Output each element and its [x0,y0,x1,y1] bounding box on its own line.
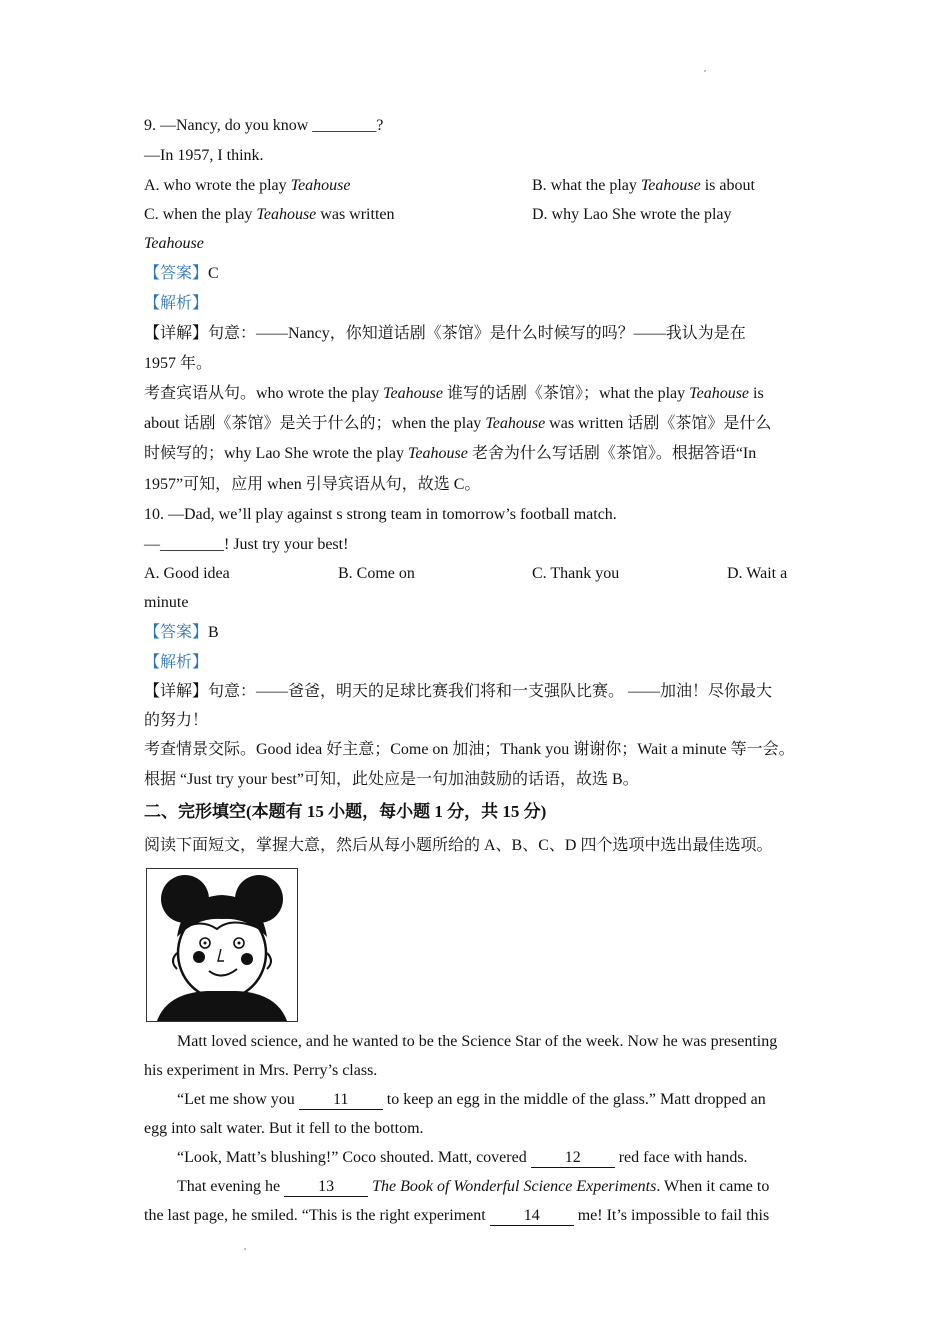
q9-option-d-wrap: Teahouse [144,235,204,252]
scan-speck [244,1248,246,1250]
blank-13: 13 [284,1178,368,1197]
passage-p4-line-2: the last page, he smiled. “This is the right experiment 14 me! It’s impossible to fail this [144,1207,770,1224]
q9-option-c: C. when the play Teahouse was written [144,206,395,223]
q9-analysis-tag: 【解析】 [144,295,209,312]
q9-stem: 9. —Nancy, do you know ________? [144,117,384,134]
q9-answer: 【答案】C [144,265,219,282]
q9-detail-line-2: 1957 年。 [144,355,213,372]
q9-reply: —In 1957, I think. [144,147,264,164]
q9-explanation-line-4: 1957”可知，应用 when 引导宾语从句，故选 C。 [144,476,481,493]
q10-reply: —________! Just try your best! [144,536,349,553]
section-instruction: 阅读下面短文，掌握大意，然后从每小题所给的 A、B、C、D 四个选项中选出最佳选项。 [144,837,773,854]
q10-option-a: A. Good idea [144,565,230,582]
passage-p2-line-1: “Let me show you 11 to keep an egg in the middle of the glass.” Matt dropped an [177,1091,766,1108]
passage-p1-line-1: Matt loved science, and he wanted to be the Science Star of the week. Now he was presenting [177,1033,778,1050]
q9-option-d: D. why Lao She wrote the play [532,206,732,223]
q10-answer: 【答案】B [144,624,219,641]
q9-option-a: A. who wrote the play Teahouse [144,177,351,194]
passage-p2-line-2: egg into salt water. But it fell to the bottom. [144,1120,424,1137]
q10-option-c: C. Thank you [532,565,620,582]
q10-analysis-tag: 【解析】 [144,654,209,671]
q10-option-b: B. Come on [338,565,415,582]
q10-detail-line-2: 的努力！ [144,712,209,729]
blank-12: 12 [531,1149,615,1168]
q10-option-d: D. Wait a [727,565,788,582]
blank-11: 11 [299,1091,383,1110]
q9-explanation-line-3: 时候写的；why Lao She wrote the play Teahouse 老舍为什么写话剧《茶馆》。根据答语“In [144,445,757,462]
section-heading: 二、完形填空(本题有 15 小题，每小题 1 分，共 15 分) [144,802,547,821]
q10-detail-line-1: 【详解】句意：——爸爸，明天的足球比赛我们将和一支强队比赛。 ——加油！尽你最大 [144,683,773,700]
scan-speck [704,70,706,72]
passage-p4-line-1: That evening he 13 The Book of Wonderful Science Experiments. When it came to [177,1178,770,1195]
q10-explanation-line-1: 考查情景交际。Good idea 好主意；Come on 加油；Thank you 谢谢你；Wait a minute 等一会。 [144,741,795,758]
q9-explanation-line-2: about 话剧《茶馆》是关于什么的；when the play Teahouse was written 话剧《茶馆》是什么 [144,415,772,432]
q10-explanation-line-2: 根据 “Just try your best”可知，此处应是一句加油鼓励的话语，故选 B。 [144,771,639,788]
q9-detail-line-1: 【详解】句意：——Nancy，你知道话剧《茶馆》是什么时候写的吗？——我认为是在 [144,325,746,342]
passage-illustration [146,868,298,1022]
q9-explanation-line-1: 考查宾语从句。who wrote the play Teahouse 谁写的话剧《茶馆》；what the play Teahouse is [144,385,764,402]
girl-with-hair-buns-drawing [147,869,297,1021]
passage-p3-line-1: “Look, Matt’s blushing!” Coco shouted. Matt, covered 12 red face with hands. [177,1149,748,1166]
q10-option-d-wrap: minute [144,594,189,611]
q10-stem: 10. —Dad, we’ll play against s strong team in tomorrow’s football match. [144,506,617,523]
blank-14: 14 [490,1207,574,1226]
passage-p1-line-2: his experiment in Mrs. Perry’s class. [144,1062,378,1079]
q9-option-b: B. what the play Teahouse is about [532,177,755,194]
